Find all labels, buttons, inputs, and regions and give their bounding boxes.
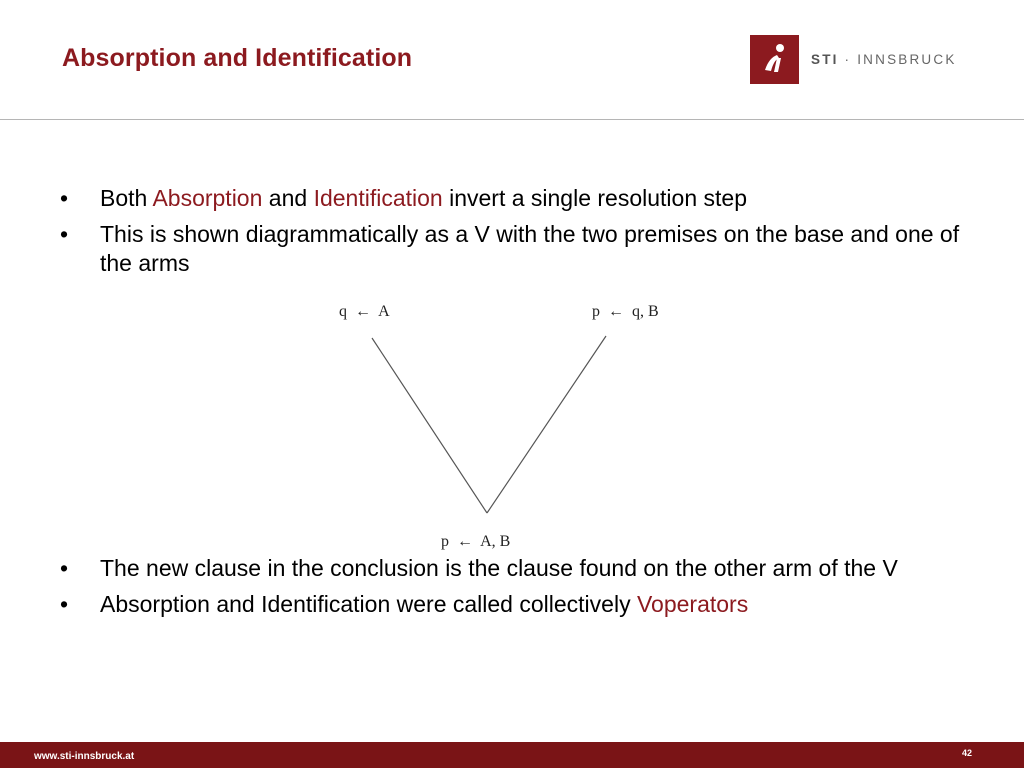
bottom-clause xyxy=(441,533,510,550)
bullet-text: The new clause in the conclusion is the clause found on the other arm of the V xyxy=(100,555,898,581)
left-clause-body: A xyxy=(378,303,390,320)
right-arm-line xyxy=(487,336,606,513)
bottom-clause-arrow: ← xyxy=(457,533,473,550)
bullet-list-bottom xyxy=(60,554,980,626)
footer-bar xyxy=(0,742,1024,768)
left-arm-line xyxy=(372,338,487,513)
bullet-item xyxy=(60,590,980,619)
bullet-text: invert a single resolution step xyxy=(442,185,747,211)
footer-url: www.sti-innsbruck.at xyxy=(34,751,135,762)
right-clause xyxy=(592,303,659,320)
right-clause-body: q, B xyxy=(632,303,659,320)
right-clause-arrow: ← xyxy=(608,303,624,320)
left-clause xyxy=(339,303,390,320)
logo-name: INNSBRUCK xyxy=(857,51,957,67)
slide-title: Absorption and Identification xyxy=(62,44,413,72)
bullet-item xyxy=(60,554,980,583)
header-divider xyxy=(0,119,1024,120)
bullet-item xyxy=(60,220,980,278)
left-clause-arrow: ← xyxy=(355,303,371,320)
highlighted-term: Voperators xyxy=(636,591,749,617)
bullet-text: This is shown diagrammatically as a V with the two premises on the base and one of the arms xyxy=(100,221,960,276)
bullet-text: and xyxy=(262,185,314,211)
page-number: 42 xyxy=(961,748,972,758)
logo-text xyxy=(811,52,957,67)
bullet-list-top xyxy=(60,184,980,285)
logo-separator: · xyxy=(838,51,858,67)
bullet-item xyxy=(60,184,980,213)
sti-innsbruck-logo xyxy=(750,34,957,84)
bottom-clause-head: p xyxy=(441,533,449,550)
bottom-clause-body: A, B xyxy=(480,533,511,550)
highlighted-term: Identification xyxy=(313,185,443,211)
right-clause-head: p xyxy=(592,303,600,320)
logo-brand: STI xyxy=(811,51,839,67)
highlighted-term: Absorption xyxy=(152,185,263,211)
sti-logo-icon xyxy=(750,35,799,84)
bullet-text: Absorption and Identification were called collectively xyxy=(100,591,637,617)
left-clause-head: q xyxy=(339,303,347,320)
bullet-text: Both xyxy=(100,185,153,211)
